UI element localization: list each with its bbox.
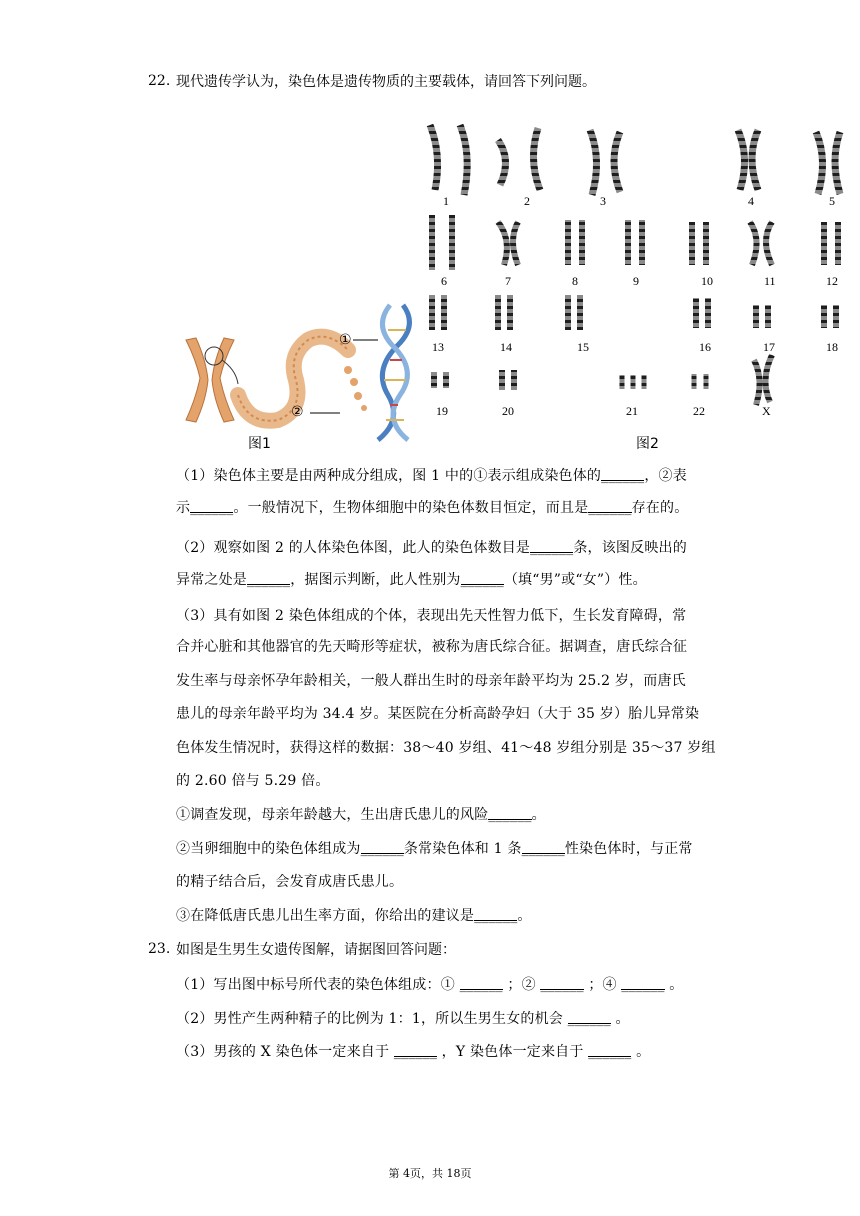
chromosome-label: 15 [577,340,589,354]
q22-line-2: 示______。一般情况下，生物体细胞中的染色体数目恒定，而且是______存在的。 [176,500,689,516]
q22-line-14: ③在降低唐氏患儿出生率方面，你给出的建议是______。 [176,908,532,924]
chromosome-label: 16 [699,340,711,354]
q22-line-11: ①调查发现，母亲年龄越大，生出唐氏患儿的风险______。 [176,807,546,823]
chromosome-label: 18 [826,340,838,354]
chromosome-label: X [762,404,771,418]
q22-line-10: 的 2.60 倍与 5.29 倍。 [176,773,330,789]
q23-line-1: （1）写出图中标号所代表的染色体组成：① ______ ；② ______ ；④ ______ 。 [176,977,684,993]
figure-1-caption: 图1 [248,436,271,452]
chromosome-label: 8 [572,274,578,288]
chromosome-illustration [186,338,238,422]
figure-2-karyotype [420,110,860,450]
q22-line-7: 发生率与母亲怀孕年龄相关，一般人群出生时的母亲年龄平均为 25.2 岁，而唐氏 [176,673,686,689]
question-23-stem: 如图是生男生女遗传图解，请据图回答问题： [176,942,456,958]
chromosome-label: 10 [701,274,713,288]
dna-double-helix [378,305,409,440]
row-3-chromosomes [432,295,836,330]
chromosome-label: 1 [443,194,449,208]
answer-blank[interactable]: ______ [621,977,665,993]
chromosome-label: 12 [826,274,838,288]
q22-line-1: （1）染色体主要是由两种成分组成，图 1 中的①表示组成染色体的______，②表 [176,468,687,484]
answer-blank[interactable]: ______ [488,807,532,823]
chromosome-label: 5 [829,194,835,208]
chromosome-label: 11 [764,274,776,288]
q22-line-3: （2）观察如图 2 的人体染色体图，此人的染色体数目是______条，该图反映出的 [176,540,687,556]
page-footer: 第 4页，共 18页 [388,1167,472,1180]
figure-1-marker-1: ① [339,332,352,348]
q22-line-13: 的精子结合后，会发育成唐氏患儿。 [176,874,404,890]
q22-line-6: 合并心脏和其他器官的先天畸形等症状，被称为唐氏综合征。据调查，唐氏综合征 [176,639,688,655]
chromosome-label: 21 [626,404,638,418]
answer-blank[interactable]: ______ [474,908,518,924]
answer-blank[interactable]: ______ [393,1044,438,1060]
chromosome-label: 2 [524,194,530,208]
answer-blank[interactable]: ______ [588,500,632,516]
chromosome-label: 9 [633,274,639,288]
answer-blank[interactable]: ______ [190,500,234,516]
answer-blank[interactable]: ______ [247,572,291,588]
q22-line-4: 异常之处是______，据图示判断，此人性别为______（填“男”或“女”）性。 [176,572,647,588]
answer-blank[interactable]: ______ [460,572,504,588]
q22-line-8: 患儿的母亲年龄平均为 34.4 岁。某医院在分析高龄孕妇（大于 35 岁）胎儿异常染 [176,706,700,722]
chromosome-label: 3 [600,194,606,208]
q23-line-3: （3）男孩的 X 染色体一定来自于 ______ ，Y 染色体一定来自于 ______ 。 [176,1044,651,1060]
chromosome-label: 19 [436,404,448,418]
q22-line-9: 色体发生情况时，获得这样的数据：38～40 岁组、41～48 岁组分别是 35～37 岁组 [176,740,716,756]
question-23-number: 23. [148,941,171,957]
answer-blank[interactable]: ______ [588,1044,632,1060]
figure-1-chromosome-dna [178,300,428,460]
row-4-chromosomes [434,355,772,405]
answer-blank[interactable]: ______ [360,841,404,857]
chromosome-label: 6 [441,274,447,288]
row-2-chromosomes [432,215,838,270]
q22-line-12: ②当卵细胞中的染色体组成为______条常染色体和 1 条______性染色体时，与正常 [176,841,693,857]
row-1-chromosomes [430,125,840,195]
answer-blank[interactable]: ______ [601,468,645,484]
question-22-stem: 现代遗传学认为，染色体是遗传物质的主要载体，请回答下列问题。 [176,74,596,90]
question-22-number: 22. [148,73,171,89]
chromosome-label: 13 [432,340,444,354]
q23-line-2: （2）男性产生两种精子的比例为 1：1，所以生男生女的机会 ______ 。 [176,1011,630,1027]
answer-blank[interactable]: ______ [521,841,565,857]
answer-blank[interactable]: ______ [459,977,503,993]
figure-2-caption: 图2 [636,436,659,452]
chromosome-label: 17 [763,340,775,354]
chromosome-label: 4 [748,194,754,208]
chromosome-label: 14 [500,340,512,354]
q22-line-5: （3）具有如图 2 染色体组成的个体，表现出先天性智力低下，生长发育障碍，常 [176,608,687,624]
answer-blank[interactable]: ______ [567,1011,611,1027]
answer-blank[interactable]: ______ [530,540,574,556]
chromosome-label: 20 [502,404,514,418]
answer-blank[interactable]: ______ [540,977,584,993]
chromosome-label: 7 [505,274,511,288]
figure-1-marker-2: ② [291,404,304,420]
chromosome-label: 22 [693,404,705,418]
